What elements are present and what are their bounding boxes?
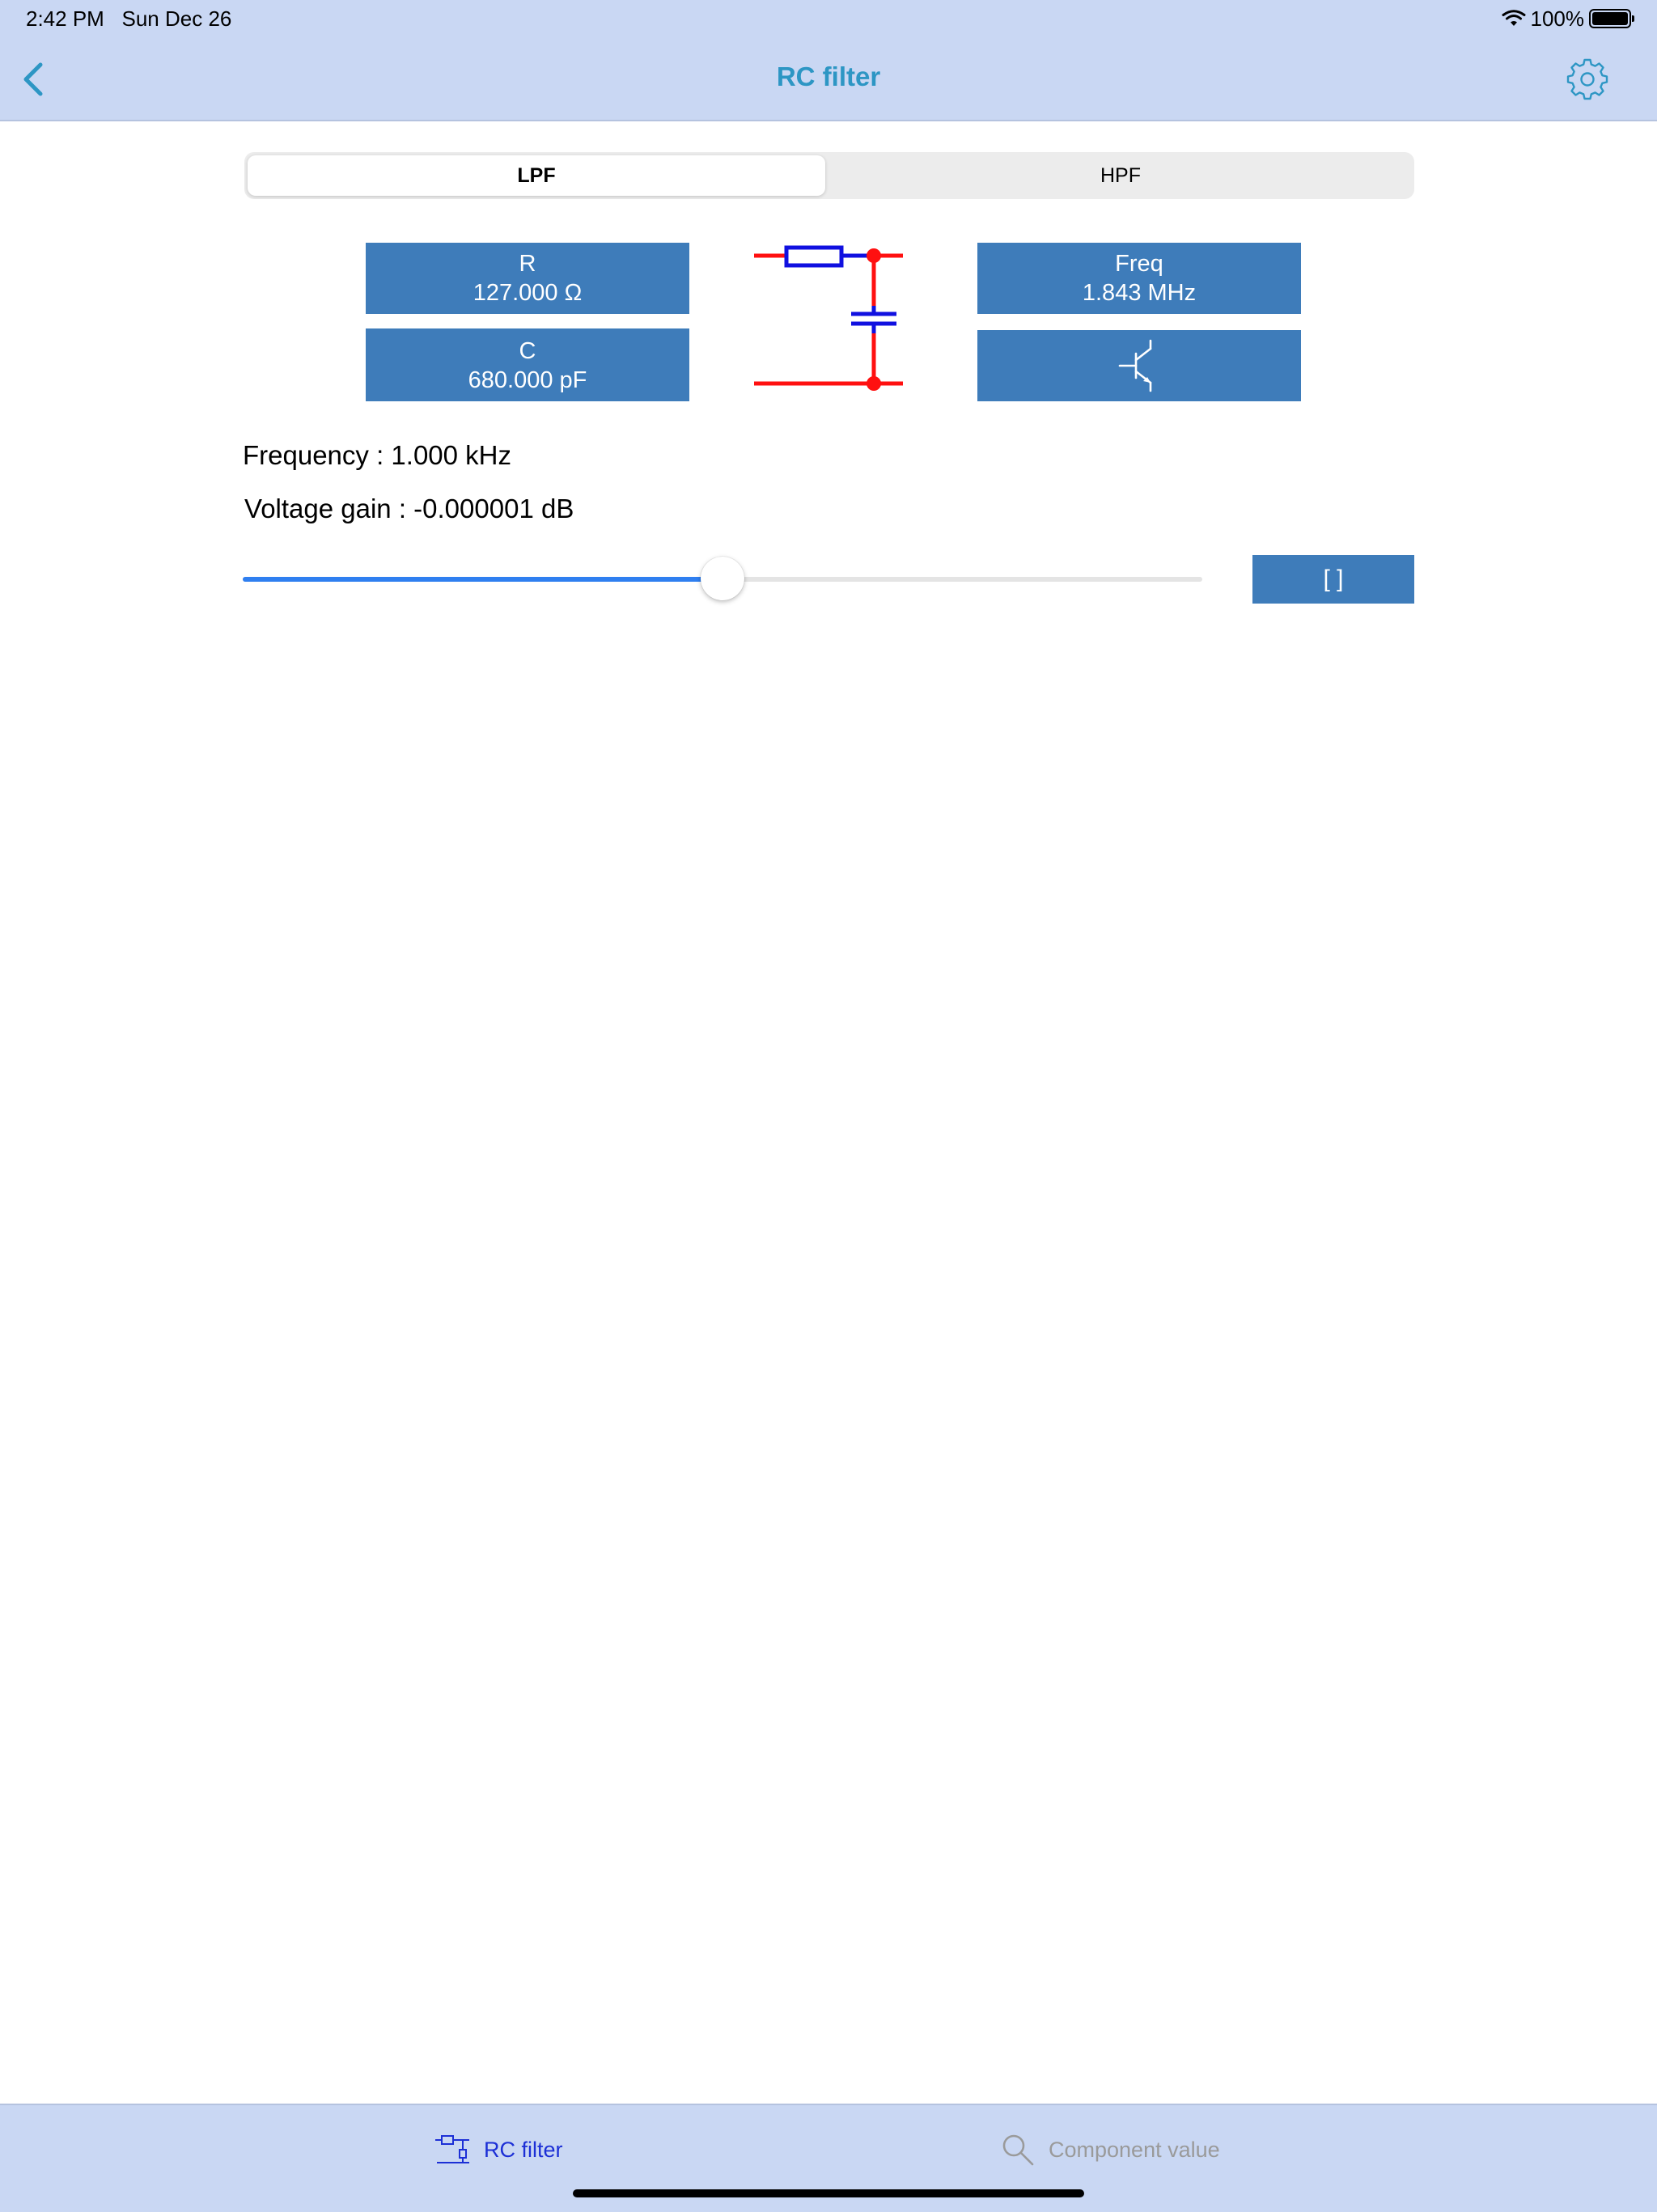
tab-component-value[interactable] bbox=[1000, 2129, 1220, 2170]
frequency-readout: Frequency : 1.000 kHz bbox=[243, 440, 511, 470]
slider-thumb[interactable] bbox=[701, 557, 744, 600]
transistor-icon bbox=[1115, 337, 1163, 394]
bracket-button[interactable]: [ ] bbox=[1252, 555, 1414, 604]
resistance-button[interactable] bbox=[366, 243, 689, 314]
segment-hpf[interactable]: HPF bbox=[1100, 164, 1141, 187]
capacitance-value: 680.000 pF bbox=[468, 367, 587, 393]
segment-lpf[interactable]: LPF bbox=[248, 155, 825, 196]
tab-component-value-label: Component value bbox=[1049, 2137, 1220, 2162]
cutoff-frequency-label: Freq bbox=[1115, 251, 1163, 277]
gear-icon bbox=[1566, 58, 1608, 100]
home-indicator bbox=[573, 2189, 1084, 2197]
tab-rc-filter-label: RC filter bbox=[484, 2137, 563, 2162]
settings-button[interactable] bbox=[1566, 58, 1608, 100]
cutoff-frequency-button[interactable] bbox=[977, 243, 1301, 314]
tab-rc-filter[interactable] bbox=[434, 2129, 563, 2170]
page-title: RC filter bbox=[776, 61, 881, 91]
magnifier-icon bbox=[1000, 2132, 1036, 2168]
navigation-bar bbox=[0, 0, 1657, 121]
resistance-label: R bbox=[519, 251, 536, 277]
rc-circuit-icon bbox=[434, 2134, 471, 2166]
transistor-button[interactable] bbox=[977, 330, 1301, 401]
resistance-value: 127.000 Ω bbox=[473, 280, 583, 306]
status-indicators bbox=[1502, 5, 1632, 32]
wifi-icon bbox=[1502, 10, 1526, 28]
status-time: 2:42 PM Sun Dec 26 bbox=[26, 6, 232, 31]
frequency-slider[interactable] bbox=[243, 555, 1202, 604]
cutoff-frequency-value: 1.843 MHz bbox=[1082, 280, 1197, 306]
capacitance-label: C bbox=[519, 338, 536, 364]
rc-lowpass-circuit-diagram bbox=[749, 233, 908, 395]
filter-type-segmented-control bbox=[244, 152, 1414, 199]
capacitance-button[interactable] bbox=[366, 328, 689, 401]
battery-percent: 100% bbox=[1530, 6, 1584, 31]
voltage-gain-readout: Voltage gain : -0.000001 dB bbox=[244, 494, 574, 523]
slider-fill bbox=[243, 577, 723, 582]
battery-icon bbox=[1589, 9, 1631, 28]
